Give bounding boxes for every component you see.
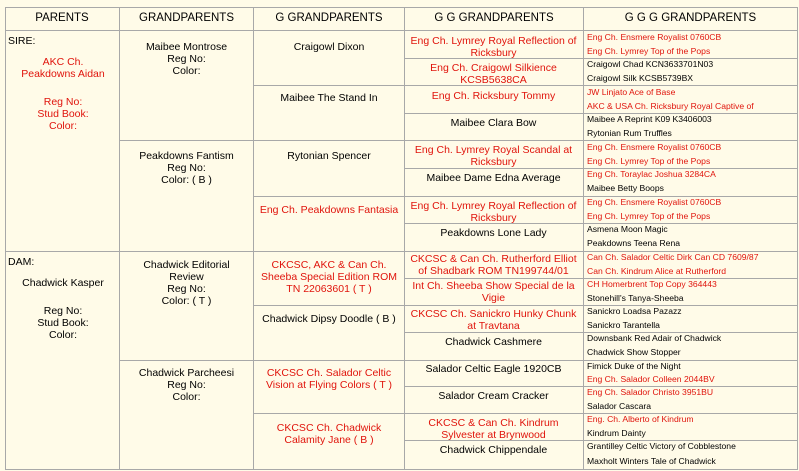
grandparent-1 xyxy=(120,41,253,77)
g-grandparent-6: Chadwick Dipsy Doodle ( B ) xyxy=(262,313,396,325)
ggg-grandparent-16: Peakdowns Teena Rena xyxy=(587,238,681,248)
ggg-grandparent-3: Craigowl Chad KCN3633701N03 xyxy=(587,59,714,69)
ggg-grandparent-10: Eng Ch. Lymrey Top of the Pops xyxy=(587,155,711,166)
grandparent-2-reg: Reg No: xyxy=(167,162,206,174)
g-grandparent-1: Craigowl Dixon xyxy=(293,41,365,53)
dam-cell xyxy=(8,256,118,341)
sire-stud: Stud Book: xyxy=(37,108,89,120)
gg-grandparent-6: Maibee Dame Edna Average xyxy=(426,172,561,184)
grandparent-3-reg: Reg No: xyxy=(167,283,206,295)
ggg-grandparent-4: Craigowl Silk KCSB5739BX xyxy=(587,73,694,83)
ggg-grandparent-9: Eng Ch. Ensmere Royalist 0760CB xyxy=(587,142,722,152)
grandparent-4-color: Color: xyxy=(172,391,201,403)
dam-label: DAM: xyxy=(8,256,35,268)
g-grandparent-5: CKCSC, AKC & Can Ch. Sheeba Special Edition ROM TN 22063601 ( T ) xyxy=(261,259,397,295)
grandparent-3-color: Color: ( T ) xyxy=(161,295,212,307)
gg-grandparent-13: Salador Celtic Eagle 1920CB xyxy=(425,363,562,375)
g-grandparent-7: CKCSC Ch. Salador Celtic Vision at Flying Colors ( T ) xyxy=(265,367,393,391)
grandparent-2 xyxy=(120,150,253,186)
grandparent-2-color: Color: ( B ) xyxy=(161,174,212,186)
dam-reg: Reg No: xyxy=(43,305,83,317)
sire-name-line-1: AKC Ch. xyxy=(42,56,84,68)
ggg-grandparent-22: Sanickro Tarantella xyxy=(587,319,660,330)
grandparent-3-name-line-2: Review xyxy=(169,271,204,283)
gg-grandparent-9: CKCSC & Can Ch. Rutherford Elliot of Shadbark ROM TN199744/01 xyxy=(410,253,577,277)
g-grandparent-8: CKCSC Ch. Chadwick Calamity Jane ( B ) xyxy=(276,422,382,446)
sire-name-line-2: Peakdowns Aidan xyxy=(21,68,105,80)
ggg-grandparent-2: Eng Ch. Lymrey Top of the Pops xyxy=(587,45,711,56)
ggg-grandparent-17: Can Ch. Salador Celtic Dirk Can CD 7609/87 xyxy=(587,252,759,262)
ggg-grandparent-14: Eng Ch. Lymrey Top of the Pops xyxy=(587,210,711,221)
ggg-grandparent-13: Eng Ch. Ensmere Royalist 0760CB xyxy=(587,197,722,207)
gg-grandparent-2: Eng Ch. Craigowl Silkience KCSB5638CA xyxy=(430,62,557,86)
gg-grandparent-10: Int Ch. Sheeba Show Special de la Vigie xyxy=(412,280,575,304)
header-ggg-grandparents: G G G GRANDPARENTS xyxy=(624,12,757,24)
header-grandparents: GRANDPARENTS xyxy=(139,12,234,24)
gg-grandparent-7: Eng Ch. Lymrey Royal Reflection of Ricksbury xyxy=(410,200,577,224)
ggg-grandparent-29: Eng. Ch. Alberto of Kindrum xyxy=(587,414,694,424)
ggg-grandparent-20: Stonehill's Tanya-Sheeba xyxy=(587,292,684,303)
ggg-grandparent-1: Eng Ch. Ensmere Royalist 0760CB xyxy=(587,32,722,42)
g-grandparent-4: Eng Ch. Peakdowns Fantasia xyxy=(259,204,399,216)
gg-grandparent-12: Chadwick Cashmere xyxy=(445,336,542,348)
ggg-grandparent-19: CH Homerbrent Top Copy 364443 xyxy=(587,279,717,289)
grandparent-3 xyxy=(120,259,253,307)
dam-name: Chadwick Kasper xyxy=(22,277,104,289)
ggg-grandparent-11: Eng Ch. Toraylac Joshua 3284CA xyxy=(587,169,716,179)
ggg-grandparent-6: AKC & USA Ch. Ricksbury Royal Captive of xyxy=(587,100,754,111)
grandparent-1-reg: Reg No: xyxy=(167,53,206,65)
grandparent-1-color: Color: xyxy=(172,65,201,77)
ggg-grandparent-5: JW Linjato Ace of Base xyxy=(587,87,676,97)
grandparent-1-name: Maibee Montrose xyxy=(145,41,228,53)
g-grandparent-2: Maibee The Stand In xyxy=(280,92,378,104)
ggg-grandparent-30: Kindrum Dainty xyxy=(587,427,646,438)
sire-cell xyxy=(8,35,118,132)
sire-color: Color: xyxy=(48,120,77,132)
ggg-grandparent-27: Eng Ch. Salador Christo 3951BU xyxy=(587,387,714,397)
ggg-grandparent-18: Can Ch. Kindrum Alice at Rutherford xyxy=(587,265,726,276)
sire-label: SIRE: xyxy=(8,35,36,47)
header-parents: PARENTS xyxy=(35,12,89,24)
ggg-grandparent-28: Salador Cascara xyxy=(587,400,652,411)
ggg-grandparent-31: Grantilley Celtic Victory of Cobblestone xyxy=(587,441,736,451)
grandparent-4-reg: Reg No: xyxy=(167,379,206,391)
ggg-grandparent-25: Fimick Duke of the Night xyxy=(587,361,681,371)
ggg-grandparent-24: Chadwick Show Stopper xyxy=(587,347,681,357)
g-grandparent-3: Rytonian Spencer xyxy=(287,150,371,162)
gg-grandparent-1: Eng Ch. Lymrey Royal Reflection of Ricksbury xyxy=(410,35,577,59)
grandparent-3-name-line-1: Chadwick Editorial xyxy=(143,259,230,271)
dam-stud: Stud Book: xyxy=(37,317,89,329)
gg-grandparent-5: Eng Ch. Lymrey Royal Scandal at Ricksbury xyxy=(414,144,573,168)
gg-grandparent-8: Peakdowns Lone Lady xyxy=(440,227,547,239)
ggg-grandparent-15: Asmena Moon Magic xyxy=(587,224,668,234)
ggg-grandparent-21: Sanickro Loadsa Pazazz xyxy=(587,306,682,316)
ggg-grandparent-23: Downsbank Red Adair of Chadwick xyxy=(587,333,722,343)
dam-color: Color: xyxy=(48,329,77,341)
ggg-grandparent-8: Rytonian Rum Truffles xyxy=(587,128,672,138)
grandparent-4 xyxy=(120,367,253,403)
sire-reg: Reg No: xyxy=(43,96,83,108)
grandparent-2-name: Peakdowns Fantism xyxy=(139,150,234,162)
gg-grandparent-11: CKCSC Ch. Sanickro Hunky Chunk at Travtana xyxy=(410,308,577,332)
ggg-grandparent-7: Maibee A Reprint K09 K3406003 xyxy=(587,114,712,124)
gg-grandparent-16: Chadwick Chippendale xyxy=(439,444,548,456)
ggg-grandparent-12: Maibee Betty Boops xyxy=(587,183,664,193)
gg-grandparent-14: Salador Cream Cracker xyxy=(438,390,549,402)
gg-grandparent-4: Maibee Clara Bow xyxy=(450,117,537,129)
ggg-grandparent-32: Maxholt Winters Tale of Chadwick xyxy=(587,455,716,466)
gg-grandparent-15: CKCSC & Can Ch. Kindrum Sylvester at Brynwood xyxy=(428,417,559,441)
ggg-grandparent-26: Eng Ch. Salador Colleen 2044BV xyxy=(587,374,715,384)
header-g-grandparents: G GRANDPARENTS xyxy=(275,12,383,24)
header-gg-grandparents: G G GRANDPARENTS xyxy=(434,12,554,24)
grandparent-4-name: Chadwick Parcheesi xyxy=(138,367,235,379)
gg-grandparent-3: Eng Ch. Ricksbury Tommy xyxy=(431,90,556,102)
